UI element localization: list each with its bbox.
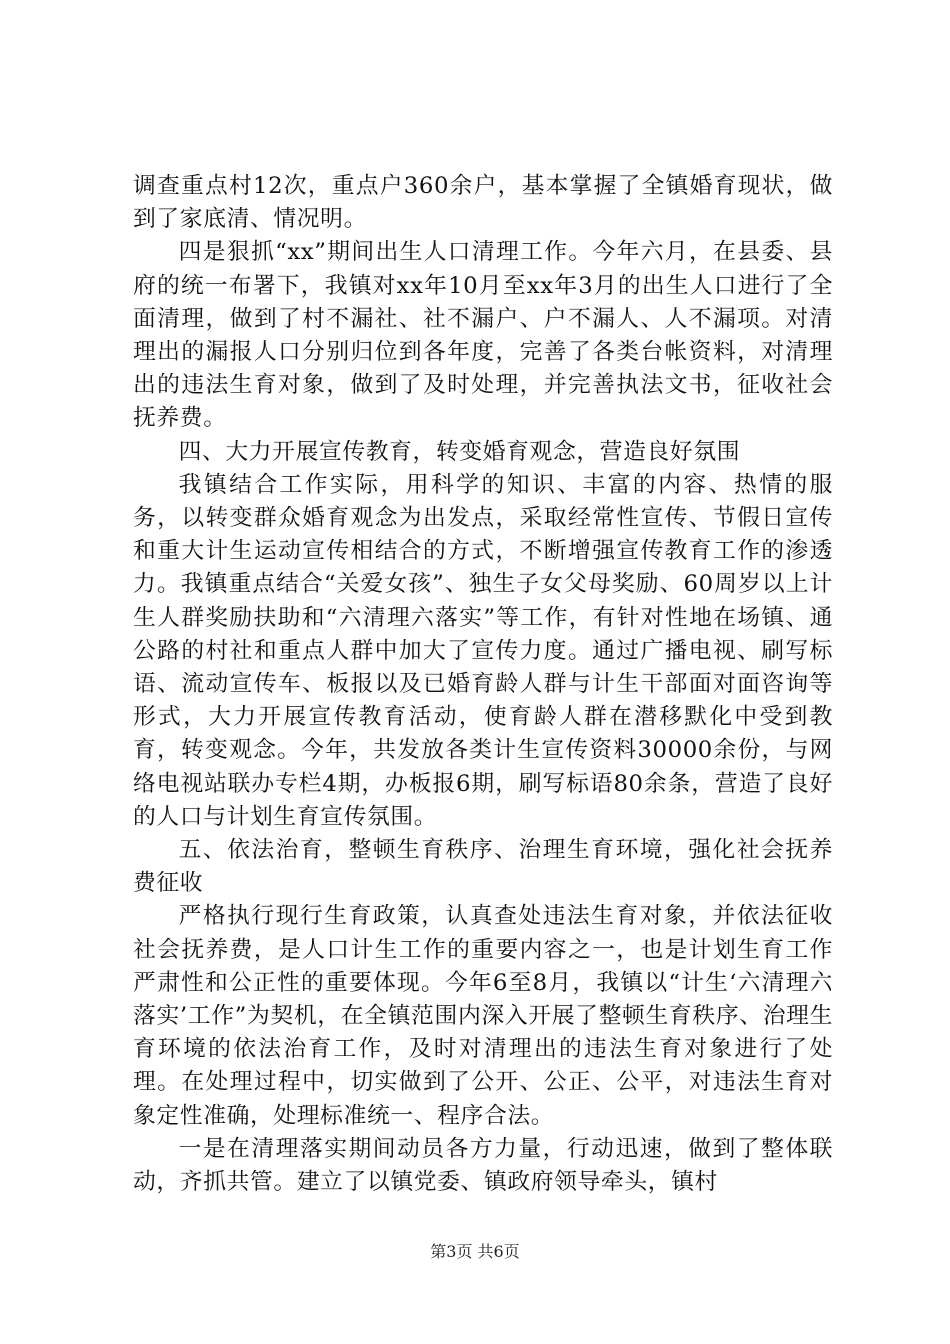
paragraph-publicity: 我镇结合工作实际，用科学的知识、丰富的内容、热情的服务，以转变群众婚育观念为出发点，采取经常性宣传、节假日宣传和重大计生运动宣传相结合的方式，不断增强宣传教育工作的渗透力。我镇重点结合“关爱女孩”、独生子女父母奖励、60周岁以上计生人群奖励扶助和“六清理六落实”等工作，有针对性地在场镇、通公路的村社和重点人群中加大了宣传力度。通过广播电视、刷写标语、流动宣传车、板报以及已婚育龄人群与计生干部面对面咨询等形式，大力开展宣传教育活动，使育龄人群在潜移默化中受到教育，转变观念。今年，共发放各类计生宣传资料30000余份，与网络电视站联办专栏4期，办板报6期，刷写标语80余条，营造了良好的人口与计划生育宣传氛围。 — [133, 471, 833, 830]
paragraph-policy: 严格执行现行生育政策，认真查处违法生育对象，并依法征收社会抚养费，是人口计生工作的重要内容之一，也是计划生育工作严肃性和公正性的重要体现。今年6至8月，我镇以“计生‘六清理六落实’工作”为契机，在全镇范围内深入开展了整顿生育秩序、治理生育环境的依法治育工作，及时对清理出的违法生育对象进行了处理。在处理过程中，切实做到了公开、公正、公平，对违法生育对象定性准确，处理标准统一、程序合法。 — [133, 903, 833, 1129]
paragraph-continuation: 调查重点村12次，重点户360余户，基本掌握了全镇婚育现状，做到了家底清、情况明。 — [133, 173, 833, 233]
paragraph-item-four: 四是狠抓“xx”期间出生人口清理工作。今年六月，在县委、县府的统一布署下，我镇对xx年10月至xx年3月的出生人口进行了全面清理，做到了村不漏社、社不漏户、户不漏人、人不漏项。对清理出的漏报人口分别归位到各年度，完善了各类台帐资料，对清理出的违法生育对象，做到了及时处理，并完善执法文书，征收社会抚养费。 — [133, 239, 833, 432]
paragraph-item-one: 一是在清理落实期间动员各方力量，行动迅速，做到了整体联动，齐抓共管。建立了以镇党委、镇政府领导牵头，镇村 — [133, 1135, 833, 1196]
document-body — [133, 170, 833, 1199]
section-heading-five: 五、依法治育，整顿生育秩序、治理生育环境，强化社会抚养费征收 — [133, 837, 833, 897]
section-heading-four: 四、大力开展宣传教育，转变婚育观念，营造良好氛围 — [178, 438, 741, 465]
page-number: 第3页 共6页 — [430, 1242, 520, 1261]
